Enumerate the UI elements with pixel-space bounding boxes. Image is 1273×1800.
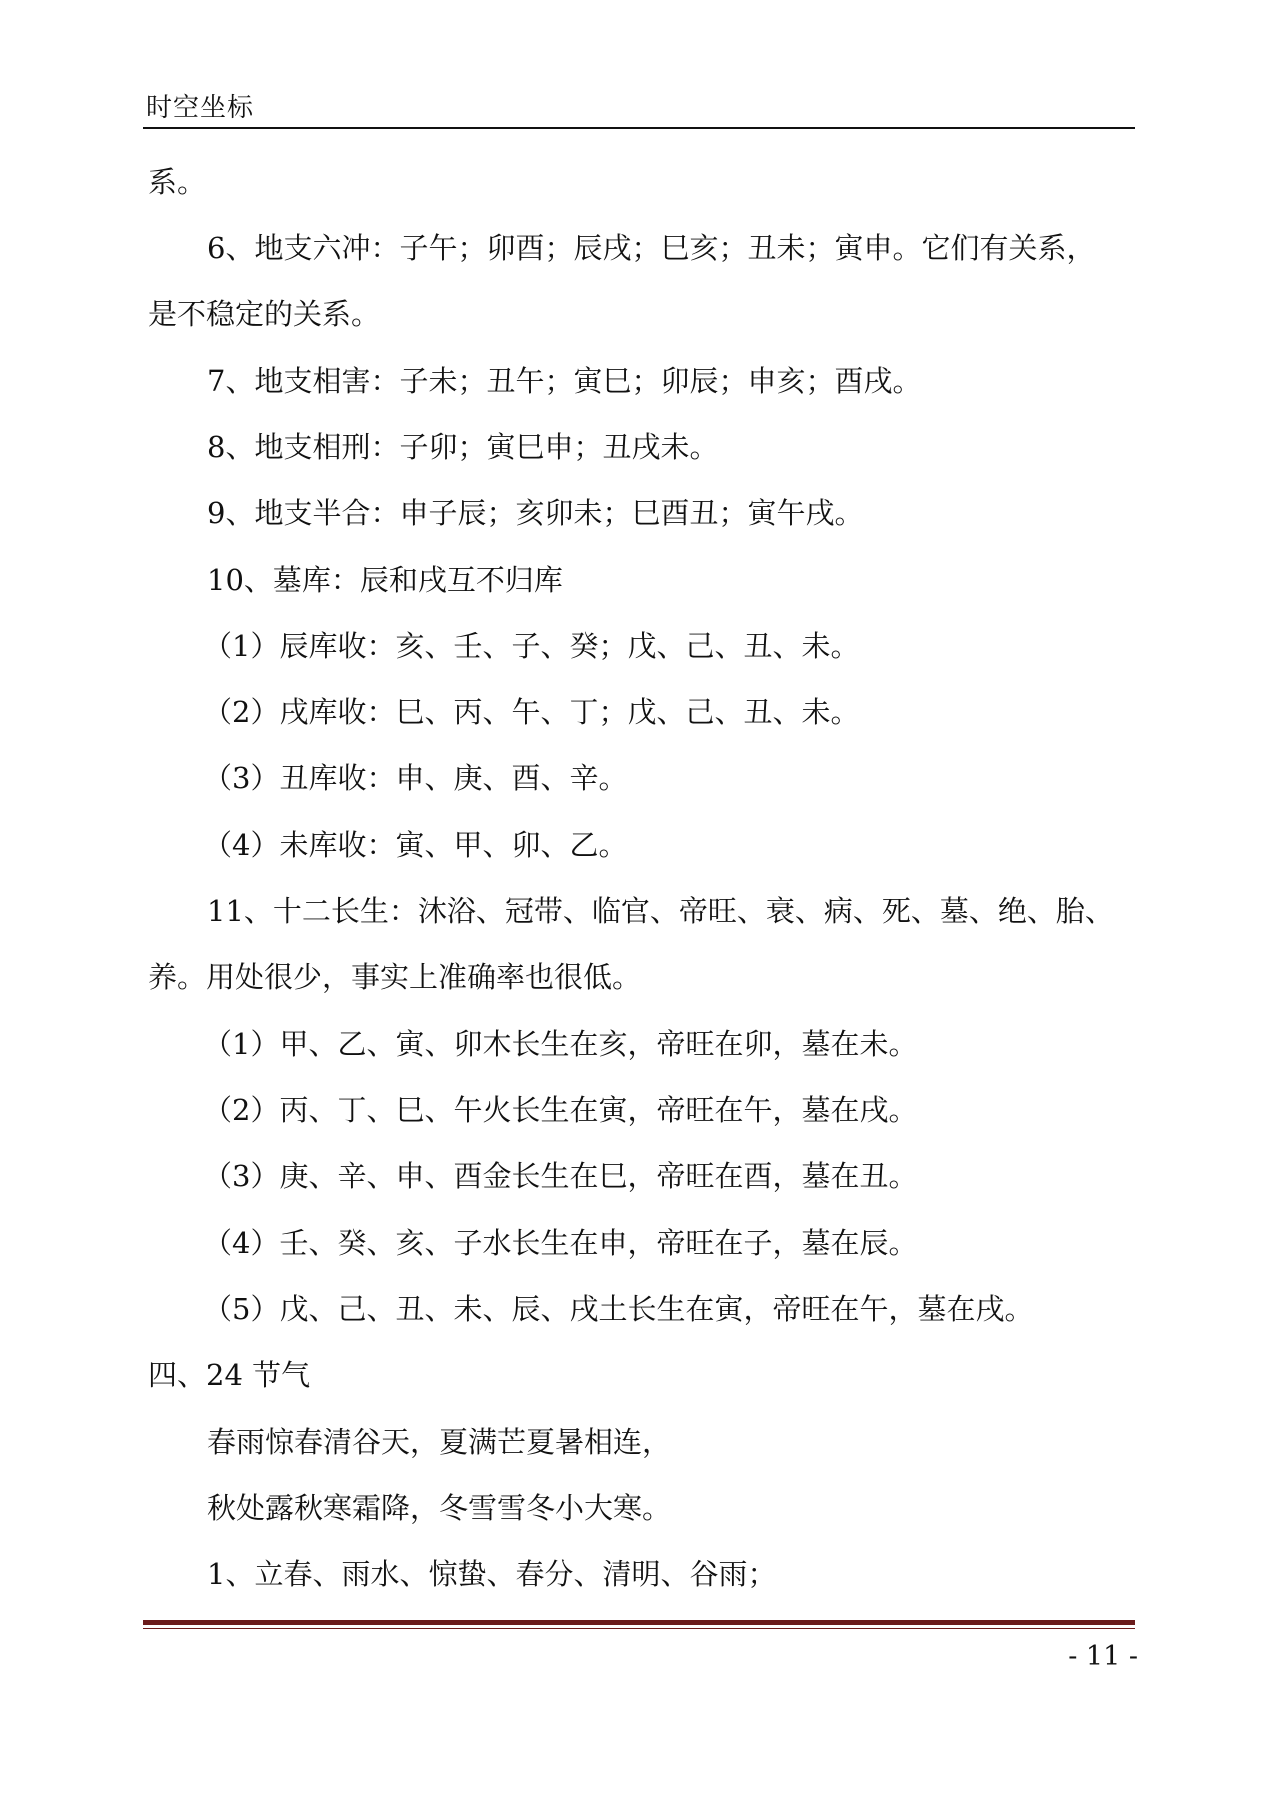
body-line: （3）庚、辛、申、酉金长生在巳，帝旺在酉，墓在丑。 xyxy=(203,1159,918,1193)
body-line: 6、地支六冲：子午；卯酉；辰戌；巳亥；丑未；寅申。它们有关系， xyxy=(207,231,1096,265)
body-line: 春雨惊春清谷天，夏满芒夏暑相连， xyxy=(207,1425,672,1459)
body-line: （3）丑库收：申、庚、酉、辛。 xyxy=(203,761,628,795)
body-line: 9、地支半合：申子辰；亥卯未；巳酉丑；寅午戌。 xyxy=(207,496,864,530)
footer-rule-thin xyxy=(143,1628,1135,1629)
footer-rule-thick xyxy=(143,1620,1135,1625)
body-line: 10、墓库：辰和戌互不归库 xyxy=(207,563,563,597)
body-line: 秋处露秋寒霜降，冬雪雪冬小大寒。 xyxy=(207,1491,672,1525)
body-line: （2）丙、丁、巳、午火长生在寅，帝旺在午，墓在戌。 xyxy=(203,1093,918,1127)
body-line: 11、十二长生：沐浴、冠带、临官、帝旺、衰、病、死、墓、绝、胎、 xyxy=(207,894,1114,928)
body-line: 系。 xyxy=(148,165,207,199)
page-number: - 11 - xyxy=(1068,1641,1138,1672)
body-line: （1）甲、乙、寅、卯木长生在亥，帝旺在卯，墓在未。 xyxy=(203,1027,918,1061)
body-line: （5）戊、己、丑、未、辰、戌土长生在寅，帝旺在午，墓在戌。 xyxy=(203,1292,1034,1326)
section-heading: 四、24 节气 xyxy=(148,1358,311,1392)
body-line: （4）未库收：寅、甲、卯、乙。 xyxy=(203,828,628,862)
body-line: （1）辰库收：亥、壬、子、癸；戊、己、丑、未。 xyxy=(203,629,860,663)
body-line: 1、立春、雨水、惊蛰、春分、清明、谷雨； xyxy=(207,1557,777,1591)
body-line: 8、地支相刑：子卯；寅巳申；丑戌未。 xyxy=(207,430,719,464)
body-line: （4）壬、癸、亥、子水长生在申，帝旺在子，墓在辰。 xyxy=(203,1226,918,1260)
header-rule xyxy=(143,127,1135,129)
body-line: 是不稳定的关系。 xyxy=(148,297,381,331)
header-title: 时空坐标 xyxy=(146,93,255,123)
body-line: 养。用处很少，事实上准确率也很低。 xyxy=(148,960,642,994)
body-line: 7、地支相害：子未；丑午；寅巳；卯辰；申亥；酉戌。 xyxy=(207,364,922,398)
body-line: （2）戌库收：巳、丙、午、丁；戊、己、丑、未。 xyxy=(203,695,860,729)
